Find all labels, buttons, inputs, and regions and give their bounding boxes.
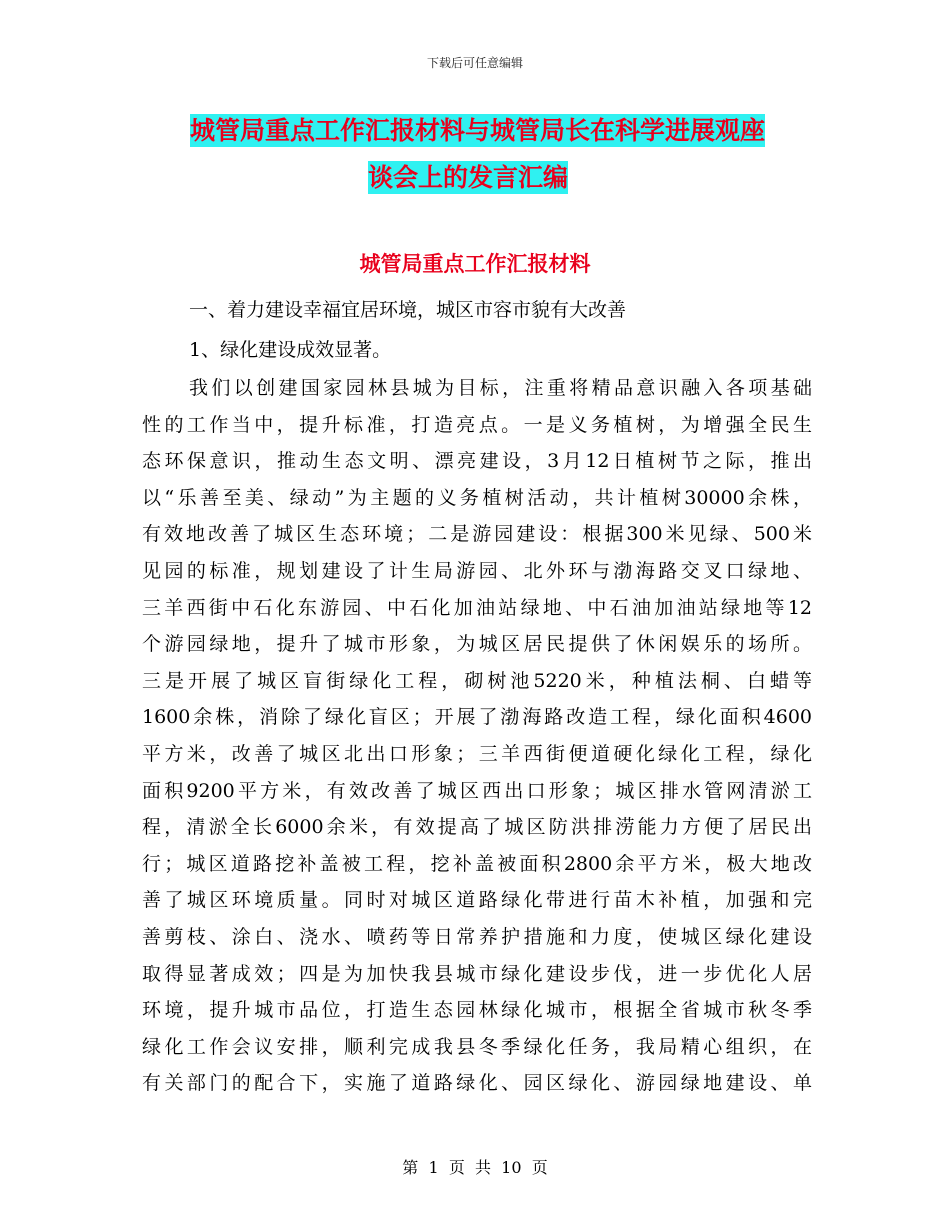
body-line: 性的工作当中，提升标准，打造亮点。一是义务植树，为增强全民生: [142, 413, 812, 436]
body-line: 三羊西街中石化东游园、中石化加油站绿地、中石油加油站绿地等12: [142, 596, 812, 619]
title-line-1: 城管局重点工作汇报材料与城管局长在科学进展观座: [190, 116, 766, 145]
body-line: 以“乐善至美、绿动”为主题的义务植树活动，共计植树30000余株，: [142, 486, 812, 509]
body-line: 面积9200平方米，有效改善了城区西出口形象；城区排水管网清淤工: [142, 779, 812, 802]
body-line: 取得显著成效；四是为加快我县城市绿化建设步伐，进一步优化人居: [142, 962, 812, 985]
title-line-2: 谈会上的发言汇编: [368, 163, 569, 192]
section-title: 城管局重点工作汇报材料: [359, 252, 591, 276]
subsection-heading: 1、绿化建设成效显著。: [189, 339, 392, 361]
body-line: 绿化工作会议安排，顺利完成我县冬季绿化任务，我局精心组织，在: [142, 1035, 812, 1058]
body-line: 态环保意识，推动生态文明、漂亮建设，3月12日植树节之际，推出: [142, 450, 812, 473]
page-footer: 第 1 页 共 10 页: [402, 1158, 548, 1177]
body-line: 环境，提升城市品位，打造生态园林绿化城市，根据全省城市秋冬季: [142, 999, 812, 1022]
body-line: 善了城区环境质量。同时对城区道路绿化带进行苗木补植，加强和完: [142, 889, 812, 912]
body-line: 个游园绿地，提升了城市形象，为城区居民提供了休闲娱乐的场所。: [142, 633, 812, 656]
section-heading: 一、着力建设幸福宜居环境，城区市容市貌有大改善: [189, 299, 627, 321]
body-line: 平方米，改善了城区北出口形象；三羊西街便道硬化绿化工程，绿化: [142, 742, 812, 765]
body-line: 有效地改善了城区生态环境；二是游园建设：根据300米见绿、500米: [142, 523, 812, 546]
body-line: 善剪枝、涂白、浇水、喷药等日常养护措施和力度，使城区绿化建设: [142, 925, 812, 948]
body-line: 我们以创建国家园林县城为目标，注重将精品意识融入各项基础: [189, 377, 812, 399]
body-line: 1600余株，消除了绿化盲区；开展了渤海路改造工程，绿化面积4600: [142, 706, 812, 729]
body-line: 三是开展了城区盲街绿化工程，砌树池5220米，种植法桐、白蜡等: [142, 669, 812, 692]
body-line: 有关部门的配合下，实施了道路绿化、园区绿化、游园绿地建设、单: [142, 1072, 812, 1095]
document-title: [190, 112, 830, 197]
body-line: 程，清淤全长6000余米，有效提高了城区防洪排涝能力方便了居民出: [142, 816, 812, 839]
body-line: 行；城区道路挖补盖被工程，挖补盖被面积2800余平方米，极大地改: [142, 852, 812, 875]
header-note: 下载后可任意编辑: [426, 56, 523, 70]
body-paragraph: [142, 370, 812, 1102]
body-line: 见园的标准，规划建设了计生局游园、北外环与渤海路交叉口绿地、: [142, 559, 812, 582]
